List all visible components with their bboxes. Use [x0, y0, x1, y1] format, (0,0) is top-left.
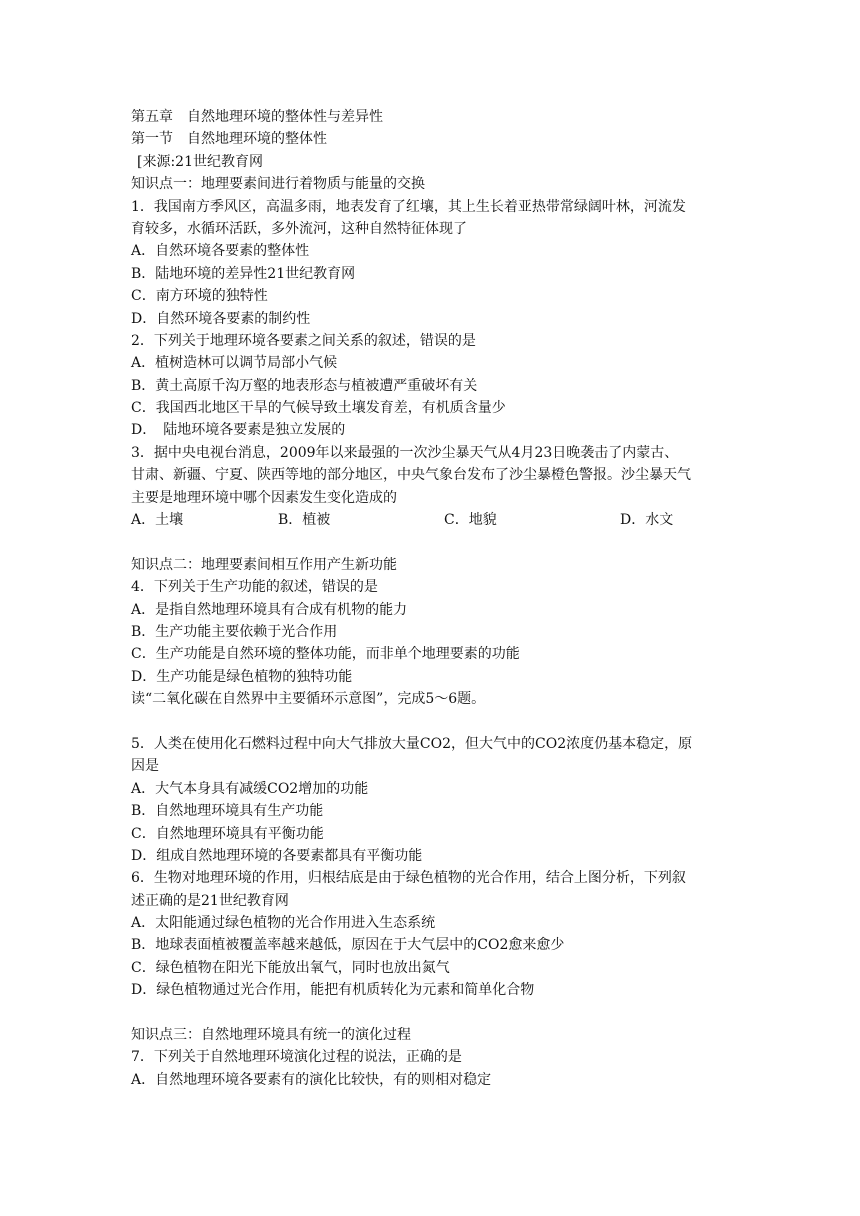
question-2-stem-line: 2．下列关于地理环境各要素之间关系的叙述，错误的是 [131, 332, 476, 349]
question-4-option-b: B．生产功能主要依赖于光合作用 [131, 623, 338, 640]
question-2-option-a: A．植树造林可以调节局部小气候 [131, 355, 338, 372]
question-3-option-b: B．植被 [278, 512, 331, 529]
question-3-stem-line: 3．据中央电视台消息，2009年以来最强的一次沙尘暴天气从4月23日晚袭击了内蒙古、 [131, 444, 679, 461]
question-4-option-c: C．生产功能是自然环境的整体功能，而非单个地理要素的功能 [131, 646, 520, 663]
question-3-stem-line: 甘肃、新疆、宁夏、陕西等地的部分地区，中央气象台发布了沙尘暴橙色警报。沙尘暴天气 [131, 467, 691, 484]
question-1-option-d: D．自然环境各要素的制约性 [131, 310, 311, 327]
question-1 [131, 196, 741, 330]
question-6-option-d: D．绿色植物通过光合作用，能把有机质转化为元素和简单化合物 [131, 982, 535, 999]
question-5-option-d: D．组成自然地理环境的各要素都具有平衡功能 [131, 847, 423, 864]
blank-line [131, 711, 741, 733]
question-5-stem-line: 5．人类在使用化石燃料过程中向大气排放大量CO2，但大气中的CO2浓度仍基本稳定，原 [131, 735, 693, 752]
question-6-stem-line: 6．生物对地理环境的作用，归根结底是由于绿色植物的光合作用，结合上图分析，下列叙 [131, 870, 686, 887]
question-1-option-b: B．陆地环境的差异性21世纪教育网 [131, 265, 356, 282]
question-4 [131, 576, 741, 688]
kp2-title: 知识点二：地理要素间相互作用产生新功能 [131, 556, 397, 573]
question-4-stem-line: 4．下列关于生产功能的叙述，错误的是 [131, 579, 378, 596]
blank-line [131, 1002, 741, 1024]
question-1-stem-line: 1．我国南方季风区，高温多雨，地表发育了红壤，其上生长着亚热带常绿阔叶林，河流发 [131, 198, 686, 215]
question-4-option-d: D．生产功能是绿色植物的独特功能 [131, 668, 353, 685]
source-note: [来源:21世纪教育网 [137, 153, 263, 170]
question-6-option-a: A．太阳能通过绿色植物的光合作用进入生态系统 [131, 915, 436, 932]
question-3-stem-line: 主要是地理环境中哪个因素发生变化造成的 [131, 489, 397, 506]
question-5-option-b: B．自然地理环境具有生产功能 [131, 803, 324, 820]
question-5-option-a: A．大气本身具有减缓CO2增加的功能 [131, 780, 369, 797]
question-7-option-a: A．自然地理环境各要素有的演化比较快，有的则相对稳定 [131, 1071, 492, 1088]
question-6-stem-line: 述正确的是21世纪教育网 [131, 892, 289, 909]
question-2 [131, 330, 741, 442]
question-6-option-c: C．绿色植物在阳光下能放出氧气，同时也放出氮气 [131, 959, 450, 976]
document-page [131, 106, 741, 1091]
chapter-title: 第五章 自然地理环境的整体性与差异性 [131, 109, 383, 125]
question-7-stem-line: 7．下列关于自然地理环境演化过程的说法，正确的是 [131, 1049, 462, 1066]
question-2-option-b: B．黄土高原千沟万壑的地表形态与植被遭严重破坏有关 [131, 377, 478, 394]
question-1-option-a: A．自然环境各要素的整体性 [131, 243, 310, 260]
question-1-stem-line: 育较多，水循环活跃，多外流河，这种自然特征体现了 [131, 220, 467, 237]
kp1-title: 知识点一：地理要素间进行着物质与能量的交换 [131, 176, 425, 193]
section-title: 第一节 自然地理环境的整体性 [131, 131, 327, 148]
question-2-option-d: D． 陆地环境各要素是独立发展的 [131, 422, 346, 439]
question-5-option-c: C．自然地理环境具有平衡功能 [131, 825, 324, 842]
question-3-option-c: C．地貌 [444, 512, 497, 529]
question-4-option-a: A．是指自然地理环境具有合成有机物的能力 [131, 601, 408, 618]
question-1-option-c: C．南方环境的独特性 [131, 288, 268, 305]
question-5 [131, 733, 741, 867]
question-5-stem-line: 因是 [131, 758, 159, 775]
question-3-option-a: A．土壤 [131, 512, 184, 529]
question-6 [131, 867, 741, 1001]
question-3-options-row [131, 509, 741, 531]
read-note: 读“二氧化碳在自然界中主要循环示意图”，完成5～6题。 [131, 691, 486, 708]
kp3-title: 知识点三：自然地理环境具有统一的演化过程 [131, 1027, 411, 1044]
question-7 [131, 1046, 741, 1091]
blank-line [131, 531, 741, 553]
question-3 [131, 442, 741, 532]
question-2-option-c: C．我国西北地区干旱的气候导致土壤发育差，有机质含量少 [131, 400, 506, 417]
question-3-option-d: D．水文 [620, 512, 674, 529]
question-6-option-b: B．地球表面植被覆盖率越来越低，原因在于大气层中的CO2愈来愈少 [131, 937, 565, 954]
